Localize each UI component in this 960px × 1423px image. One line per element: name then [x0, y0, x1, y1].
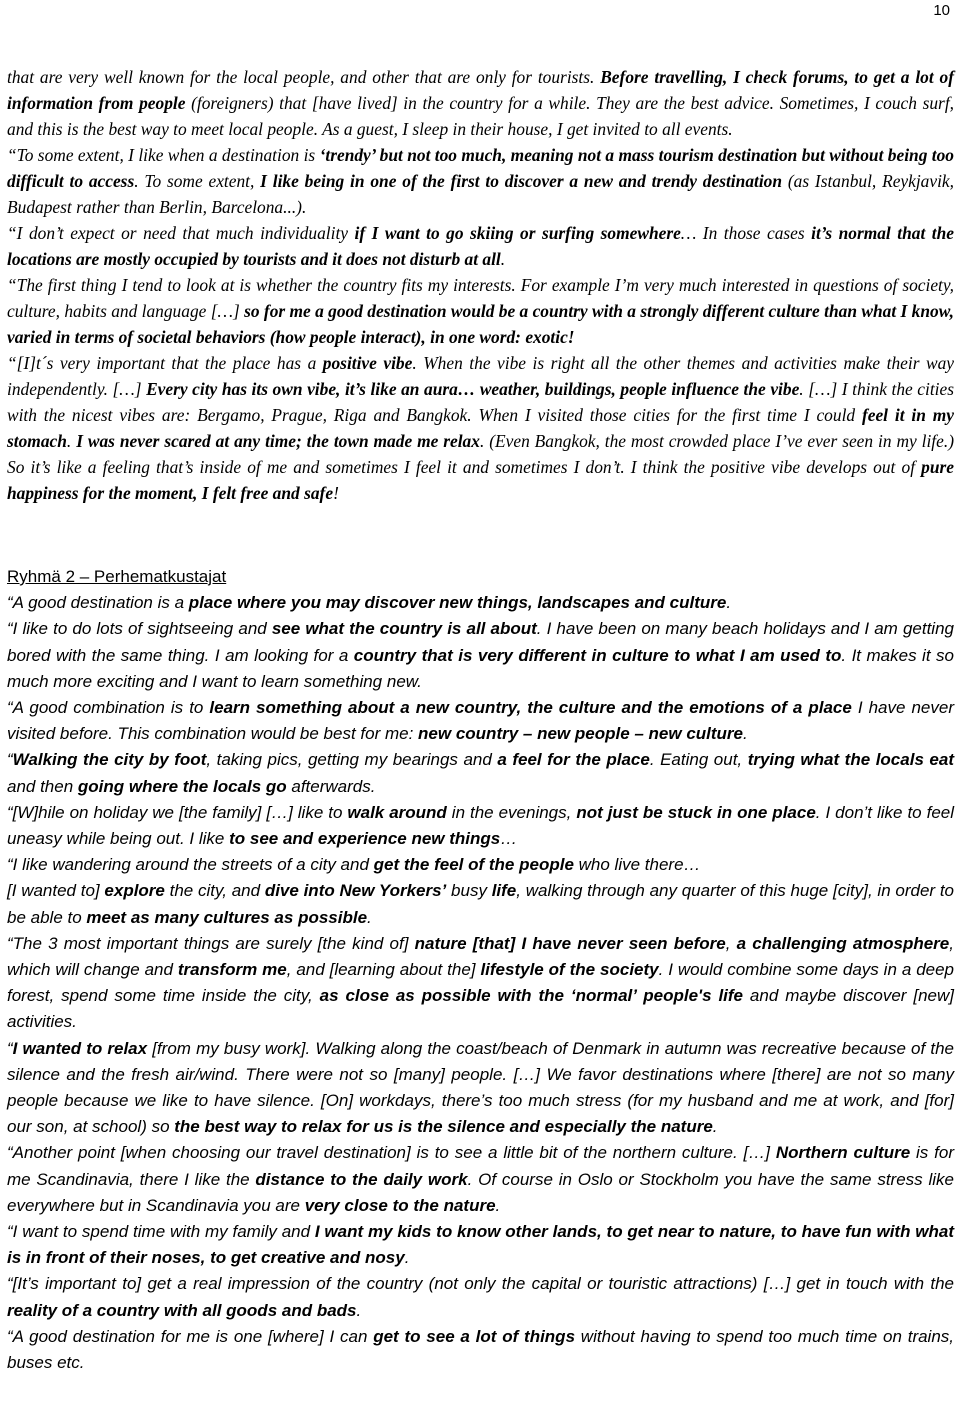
emphasized-text: nature [that] I have never seen before	[414, 933, 726, 953]
emphasized-text: learn something about a new country, the culture and the emotions of a place	[209, 698, 852, 718]
quote-text: “I don’t expect or need that much individuality	[7, 223, 355, 243]
emphasized-text: pure happiness for the moment, I felt free and safe	[7, 457, 954, 503]
quote-text: !	[333, 483, 339, 503]
quote-text: .	[743, 724, 748, 744]
quote-text: and maybe discover [new] activities.	[7, 986, 954, 1032]
quote-text: . I don’t like to feel uneasy while being out. I like	[7, 802, 955, 849]
quote-text: .	[726, 593, 732, 613]
emphasized-text: place where you may discover new things, landscapes and culture	[188, 593, 727, 613]
quote-text: “	[7, 1038, 13, 1058]
emphasized-text: life	[491, 881, 517, 901]
quote-text: the city, and	[164, 881, 265, 901]
quote-text: without having to spend too much time on trains, buses etc.	[7, 1326, 955, 1373]
quote-text: “A good destination is a	[7, 593, 189, 613]
quote-text: .	[500, 249, 506, 269]
quote-text: “[I]t´s very important that the place has a	[7, 353, 323, 373]
emphasized-text: as close as possible with the ‘normal’ people's life	[319, 986, 744, 1006]
quote-text: “	[7, 750, 13, 770]
quote-paragraph	[7, 616, 954, 695]
quote-text: in the evenings,	[446, 802, 577, 822]
emphasized-text: get to see a lot of things	[373, 1326, 576, 1346]
quote-text: , walking through any quarter of this huge [city], in order to be able to	[7, 881, 954, 927]
quote-text: . When the vibe is right all the other themes and activities make their way independently. […]	[7, 353, 955, 399]
emphasized-text: going where the locals go	[77, 776, 287, 796]
quote-text: busy	[446, 881, 492, 901]
quote-paragraph	[7, 695, 954, 747]
emphasized-text: distance to the daily work	[255, 1169, 468, 1189]
quote-text: “Another point [when choosing our travel destination] is to see a little bit of the northern culture. […]	[7, 1143, 776, 1163]
emphasized-text: ‘trendy’ but not too much, meaning not a mass tourism destination but without being too difficult to access	[7, 145, 954, 191]
quote-text: [I wanted to]	[7, 881, 105, 901]
quote-text: “The first thing I tend to look at is whether the country fits my interests. For example I’m very much interested in questions of society, culture, habits and language […]	[7, 275, 954, 321]
quote-paragraph	[7, 878, 954, 930]
emphasized-text: explore	[104, 881, 165, 901]
emphasized-text: if I want to go skiing or surfing somewhere	[354, 223, 681, 243]
emphasized-text: dive into New Yorkers’	[264, 881, 447, 901]
quote-text: . Eating out,	[649, 750, 748, 770]
emphasized-text: I like being in one of the first to discover a new and trendy destination	[260, 171, 783, 191]
emphasized-text: meet as many cultures as possible	[86, 907, 368, 927]
emphasized-text: country that is very different in culture to what I am used to	[353, 645, 842, 665]
group2-section	[7, 564, 954, 1376]
quote-text: I have never visited before. This combination would be best for me:	[7, 698, 954, 744]
quote-paragraph	[7, 1140, 954, 1219]
emphasized-text: the best way to relax for us is the silence and especially the nature	[174, 1117, 713, 1137]
quote-text: . It makes it so much more exciting and I want to learn something new.	[7, 645, 954, 691]
emphasized-text: very close to the nature	[304, 1195, 496, 1215]
quote-text: . I have been on many beach holidays and I am getting bored with the same thing. I am looking for a	[7, 619, 954, 665]
quote-text: afterwards.	[286, 776, 376, 796]
emphasized-text: it’s normal that the locations are mostly occupied by tourists and it does not disturb at all	[7, 223, 954, 269]
quote-text: that are very well known for the local people, and other that are only for tourists.	[7, 67, 601, 87]
emphasized-text: positive vibe	[322, 353, 413, 373]
emphasized-text: reality of a country with all goods and bads	[7, 1300, 357, 1320]
emphasized-text: transform me	[177, 960, 287, 980]
quote-text: .	[495, 1195, 501, 1215]
quote-paragraph	[7, 64, 954, 142]
quote-paragraph	[7, 272, 954, 350]
quote-paragraph	[7, 852, 954, 878]
quote-text: .	[66, 431, 77, 451]
group2-quotes	[7, 590, 954, 1376]
quote-text: , and [learning about the]	[286, 960, 481, 980]
emphasized-text: see what the country is all about	[271, 619, 537, 639]
quote-paragraph	[7, 142, 954, 220]
quote-text: “A good destination for me is one [where] I can	[7, 1326, 374, 1346]
quote-text: . Of course in Oslo or Stockholm you have the same stress like everywhere but in Scandinavia you are	[7, 1169, 954, 1215]
quote-paragraph	[7, 350, 954, 506]
quote-text: “The 3 most important things are surely [the kind of]	[7, 933, 415, 953]
quote-paragraph	[7, 1036, 954, 1141]
emphasized-text: new country – new people – new culture	[418, 724, 744, 744]
quote-text: (foreigners) that [have lived] in the country for a while. They are the best advice. Sometimes, I couch surf, and this is the best way to meet local people. As a guest, I sleep in their house, I get invited to all events.	[7, 93, 954, 139]
quote-text: , taking pics, getting my bearings and	[206, 750, 498, 770]
quote-text: “I like to do lots of sightseeing and	[7, 619, 272, 639]
quote-text: who live there…	[573, 855, 701, 875]
quote-text: … In those cases	[680, 223, 812, 243]
emphasized-text: I wanted to relax	[12, 1038, 148, 1058]
quote-text: “I like wandering around the streets of a city and	[7, 855, 374, 875]
quote-paragraph	[7, 931, 954, 1036]
quote-text: . To some extent,	[134, 171, 261, 191]
emphasized-text: to see and experience new things	[229, 829, 501, 849]
emphasized-text: a feel for the place	[497, 750, 650, 770]
quote-text: .	[367, 907, 372, 927]
quote-text: “I want to spend time with my family and	[7, 1222, 315, 1242]
quote-text: . I would combine some days in a deep forest, spend some time inside the city,	[7, 960, 955, 1006]
quote-paragraph	[7, 1271, 954, 1323]
emphasized-text: I was never scared at any time; the town made me relax	[76, 431, 480, 451]
quote-text: .	[404, 1248, 410, 1268]
quote-text: and then	[7, 776, 78, 796]
emphasized-text: trying what the locals eat	[747, 750, 954, 770]
quote-text: ,	[725, 933, 737, 953]
emphasized-text: Before travelling, I check forums, to get a lot of information from people	[7, 67, 954, 113]
quote-text: . […] I think the cities with the nicest vibes are: Bergamo, Prague, Riga and Bangkok. When I visited those cities for the first time I could	[7, 379, 954, 425]
quote-paragraph	[7, 747, 954, 799]
emphasized-text: get the feel of the people	[373, 855, 574, 875]
section-heading: Ryhmä 2 – Perhematkustajat	[7, 567, 227, 586]
quote-text: “A good combination is to	[7, 698, 210, 718]
quote-paragraph	[7, 590, 954, 616]
emphasized-text: Every city has its own vibe, it’s like an aura… weather, buildings, people influence the vibe	[146, 379, 800, 399]
page-number: 10	[933, 2, 950, 19]
emphasized-text: so for me a good destination would be a country with a strongly different culture than what I know, varied in terms of societal behaviors (how people interact), in one word: exotic!	[7, 301, 954, 347]
group1-quotes	[7, 64, 954, 506]
emphasized-text: walk around	[347, 802, 447, 822]
quote-text: “[W]hile on holiday we [the family] […] like to	[7, 802, 348, 822]
quote-text: . (Even Bangkok, the most crowded place I’ve ever seen in my life.) So it’s like a feeling that’s inside of me and sometimes I feel it and sometimes I don’t. I think the positive vibe develops out of	[7, 431, 954, 477]
quote-text: (as Istanbul, Reykjavik, Budapest rather than Berlin, Barcelona...).	[7, 171, 954, 217]
emphasized-text: feel it in my stomach	[7, 405, 954, 451]
quote-paragraph	[7, 220, 954, 272]
emphasized-text: a challenging atmosphere	[736, 933, 950, 953]
emphasized-text: not just be stuck in one place	[576, 802, 816, 822]
quote-text: …	[500, 829, 518, 849]
emphasized-text: lifestyle of the society	[480, 960, 659, 980]
quote-text: “To some extent, I like when a destination is	[7, 145, 320, 165]
quote-paragraph	[7, 800, 954, 852]
quote-text: is for me Scandinavia, there I like the	[7, 1143, 954, 1189]
emphasized-text: Northern culture	[775, 1143, 911, 1163]
quote-text: .	[356, 1300, 362, 1320]
emphasized-text: Walking the city by foot	[12, 750, 207, 770]
quote-paragraph	[7, 1219, 954, 1271]
quote-text: , which will change and	[7, 933, 954, 980]
quote-text: .	[712, 1117, 718, 1137]
quote-text: [from my busy work]. Walking along the coast/beach of Denmark in autumn was recreative because of the silence and the fresh air/wind. There were not so [many] people. […] We favor destinations where [there] are not so many people because we like to have silence. [On] workdays, there’s too much stress (for my husband and me at work, and [for] our son, at school) so	[7, 1038, 954, 1137]
quote-paragraph	[7, 1324, 954, 1376]
emphasized-text: I want my kids to know other lands, to get near to nature, to have fun with what is in front of their noses, to get creative and nosy	[7, 1222, 955, 1268]
quote-text: “[It’s important to] get a real impression of the country (not only the capital or touristic attractions) […] get in touch with the	[7, 1274, 954, 1294]
